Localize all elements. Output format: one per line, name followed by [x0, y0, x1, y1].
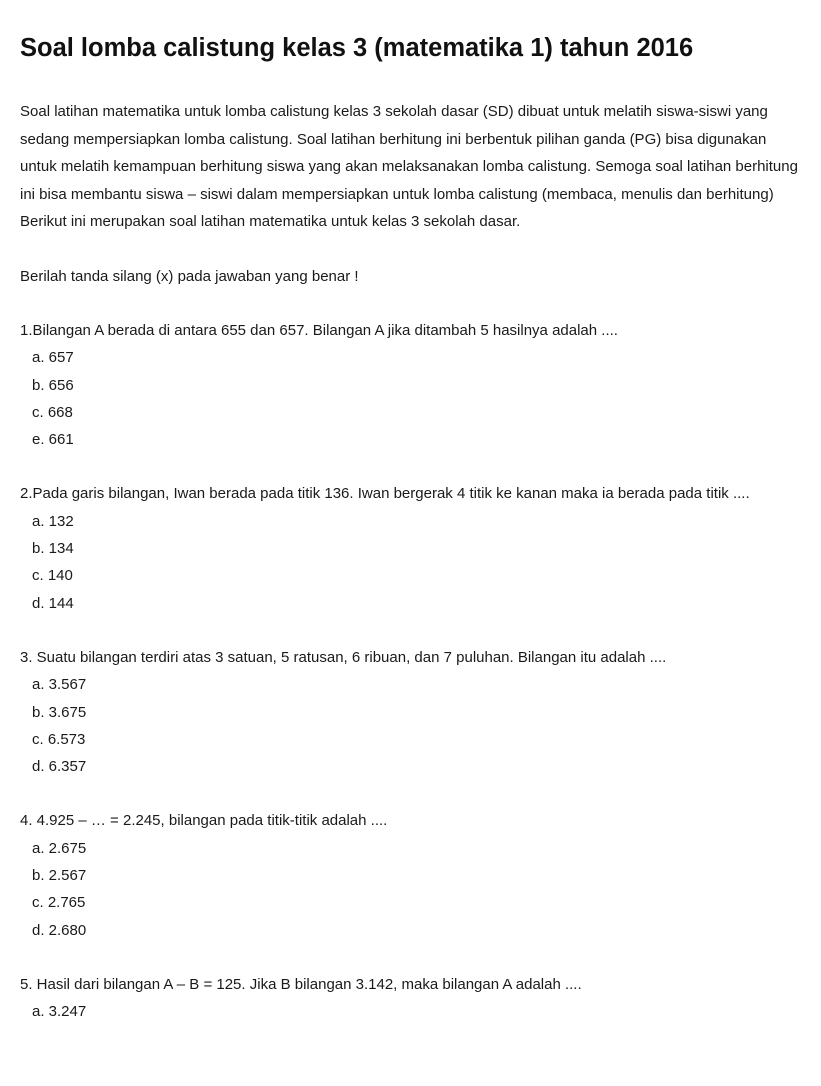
- answer-option: c. 668: [32, 403, 73, 421]
- answer-option: b. 656: [32, 376, 74, 394]
- answer-option: d. 144: [32, 594, 74, 612]
- answer-option: b. 3.675: [32, 703, 87, 721]
- answer-option: a. 132: [32, 512, 74, 530]
- question-text: 5. Hasil dari bilangan A – B = 125. Jika B bilangan 3.142, maka bilangan A adalah ....: [20, 975, 582, 993]
- page-title: Soal lomba calistung kelas 3 (matematika 1) tahun 2016: [20, 34, 694, 62]
- answer-option: b. 134: [32, 540, 74, 558]
- answer-options: [20, 998, 801, 1025]
- question-text: 4. 4.925 – … = 2.245, bilangan pada titik-titik adalah ....: [20, 812, 388, 830]
- question-4: [20, 807, 801, 943]
- answer-option: a. 3.567: [32, 676, 87, 694]
- answer-option: c. 2.765: [32, 894, 86, 912]
- question-text: 1.Bilangan A berada di antara 655 dan 657. Bilangan A jika ditambah 5 hasilnya adalah ....: [20, 322, 618, 339]
- question-5: [20, 971, 801, 1026]
- answer-option: a. 3.247: [32, 1003, 87, 1021]
- question-1: [20, 317, 801, 453]
- intro-section: [20, 98, 801, 236]
- answer-option: d. 6.357: [32, 758, 87, 776]
- answer-options: [20, 508, 801, 617]
- question-2: [20, 480, 801, 616]
- answer-option: c. 6.573: [32, 730, 86, 748]
- intro-paragraph: Soal latihan matematika untuk lomba calistung kelas 3 sekolah dasar (SD) dibuat untuk melatih siswa-siswi yang sedang mempersiapkan lomba calistung. Soal latihan berhitung ini berbentuk pilihan ganda (PG) bisa digunakan untuk melatih kemampuan berhitung siswa yang akan melaksanakan lomba calistung. Semoga soal latihan berhitung ini bisa membantu siswa – siswi dalam mempersiapkan untuk lomba calistung (membaca, menulis dan berhitung): [20, 103, 798, 203]
- answer-option: a. 657: [32, 349, 74, 367]
- answer-option: e. 661: [32, 431, 74, 449]
- question-3: [20, 644, 801, 780]
- instruction-text: Berilah tanda silang (x) pada jawaban yang benar !: [20, 267, 359, 285]
- question-text: 3. Suatu bilangan terdiri atas 3 satuan, 5 ratusan, 6 ribuan, dan 7 puluhan. Bilangan itu adalah ....: [20, 648, 667, 666]
- intro-line: Berikut ini merupakan soal latihan matematika untuk kelas 3 sekolah dasar.: [20, 213, 521, 230]
- answer-option: a. 2.675: [32, 839, 87, 857]
- answer-options: [20, 671, 801, 780]
- answer-options: [20, 344, 801, 453]
- answer-option: d. 2.680: [32, 921, 87, 939]
- answer-option: c. 140: [32, 567, 73, 585]
- question-text: 2.Pada garis bilangan, Iwan berada pada titik 136. Iwan bergerak 4 titik ke kanan maka ia berada pada titik ....: [20, 485, 750, 503]
- answer-options: [20, 835, 801, 944]
- answer-option: b. 2.567: [32, 867, 87, 885]
